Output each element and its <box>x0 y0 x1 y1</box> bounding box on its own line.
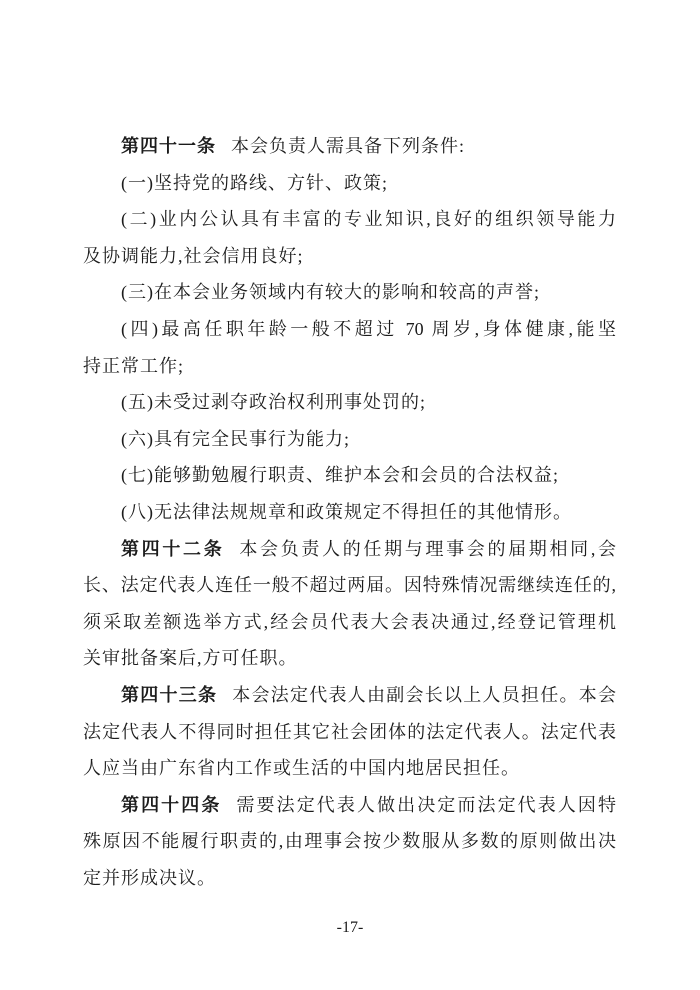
text-line <box>83 567 616 604</box>
article-number: 第四十二条 <box>121 538 225 559</box>
article-number: 第四十四条 <box>121 794 222 815</box>
text-line <box>83 165 616 202</box>
text-line <box>83 714 616 751</box>
text-line <box>83 384 616 421</box>
page-number: -17- <box>336 919 364 936</box>
text-line <box>83 750 616 787</box>
text-line <box>83 457 616 494</box>
line-text: 殊原因不能履行职责的,由理事会按少数服从多数的原则做出决 <box>83 831 616 852</box>
line-text: 关审批备案后,方可任职。 <box>83 648 298 669</box>
text-line <box>83 238 616 275</box>
line-text: (六)具有完全民事行为能力; <box>121 428 350 449</box>
article-number: 第四十三条 <box>121 684 218 705</box>
text-line <box>83 823 616 860</box>
line-text: 长、法定代表人连任一般不超过两届。因特殊情况需继续连任的, <box>83 575 616 596</box>
text-line <box>83 787 616 824</box>
line-text: (五)未受过剥夺政治权利刑事处罚的; <box>121 392 426 413</box>
text-line <box>83 640 616 677</box>
line-text: 本会法定代表人由副会长以上人员担任。本会 <box>232 684 616 705</box>
text-line <box>83 860 616 897</box>
line-text: (四)最高任职年龄一般不超过 70 周岁,身体健康,能坚 <box>121 318 616 339</box>
line-text: 须采取差额选举方式,经会员代表大会表决通过,经登记管理机 <box>83 611 616 632</box>
text-line <box>83 604 616 641</box>
line-text: 及协调能力,社会信用良好; <box>83 245 304 266</box>
line-text: 本会负责人的任期与理事会的届期相同,会 <box>239 538 616 559</box>
text-line <box>83 311 616 348</box>
text-line <box>83 128 616 165</box>
text-line <box>83 531 616 568</box>
line-text: 本会负责人需具备下列条件: <box>231 136 465 156</box>
line-text: (八)无法律法规规章和政策规定不得担任的其他情形。 <box>121 501 572 522</box>
article-number: 第四十一条 <box>121 136 216 156</box>
line-text: 定并形成决议。 <box>83 867 216 888</box>
line-text: 持正常工作; <box>83 355 185 376</box>
text-line <box>83 677 616 714</box>
line-text: (二)业内公认具有丰富的专业知识,良好的组织领导能力 <box>121 209 616 230</box>
text-line <box>83 421 616 458</box>
line-text: (七)能够勤勉履行职责、维护本会和会员的合法权益; <box>121 465 559 486</box>
text-line <box>83 348 616 385</box>
text-line <box>83 201 616 238</box>
text-line <box>83 274 616 311</box>
line-text: 人应当由广东省内工作或生活的中国内地居民担任。 <box>83 758 520 779</box>
document-body <box>83 128 616 896</box>
text-line <box>83 494 616 531</box>
line-text: (三)在本会业务领域内有较大的影响和较高的声誉; <box>121 282 540 303</box>
line-text: (一)坚持党的路线、方针、政策; <box>121 172 388 193</box>
line-text: 需要法定代表人做出决定而法定代表人因特 <box>236 794 616 815</box>
line-text: 法定代表人不得同时担任其它社会团体的法定代表人。法定代表 <box>83 721 616 742</box>
